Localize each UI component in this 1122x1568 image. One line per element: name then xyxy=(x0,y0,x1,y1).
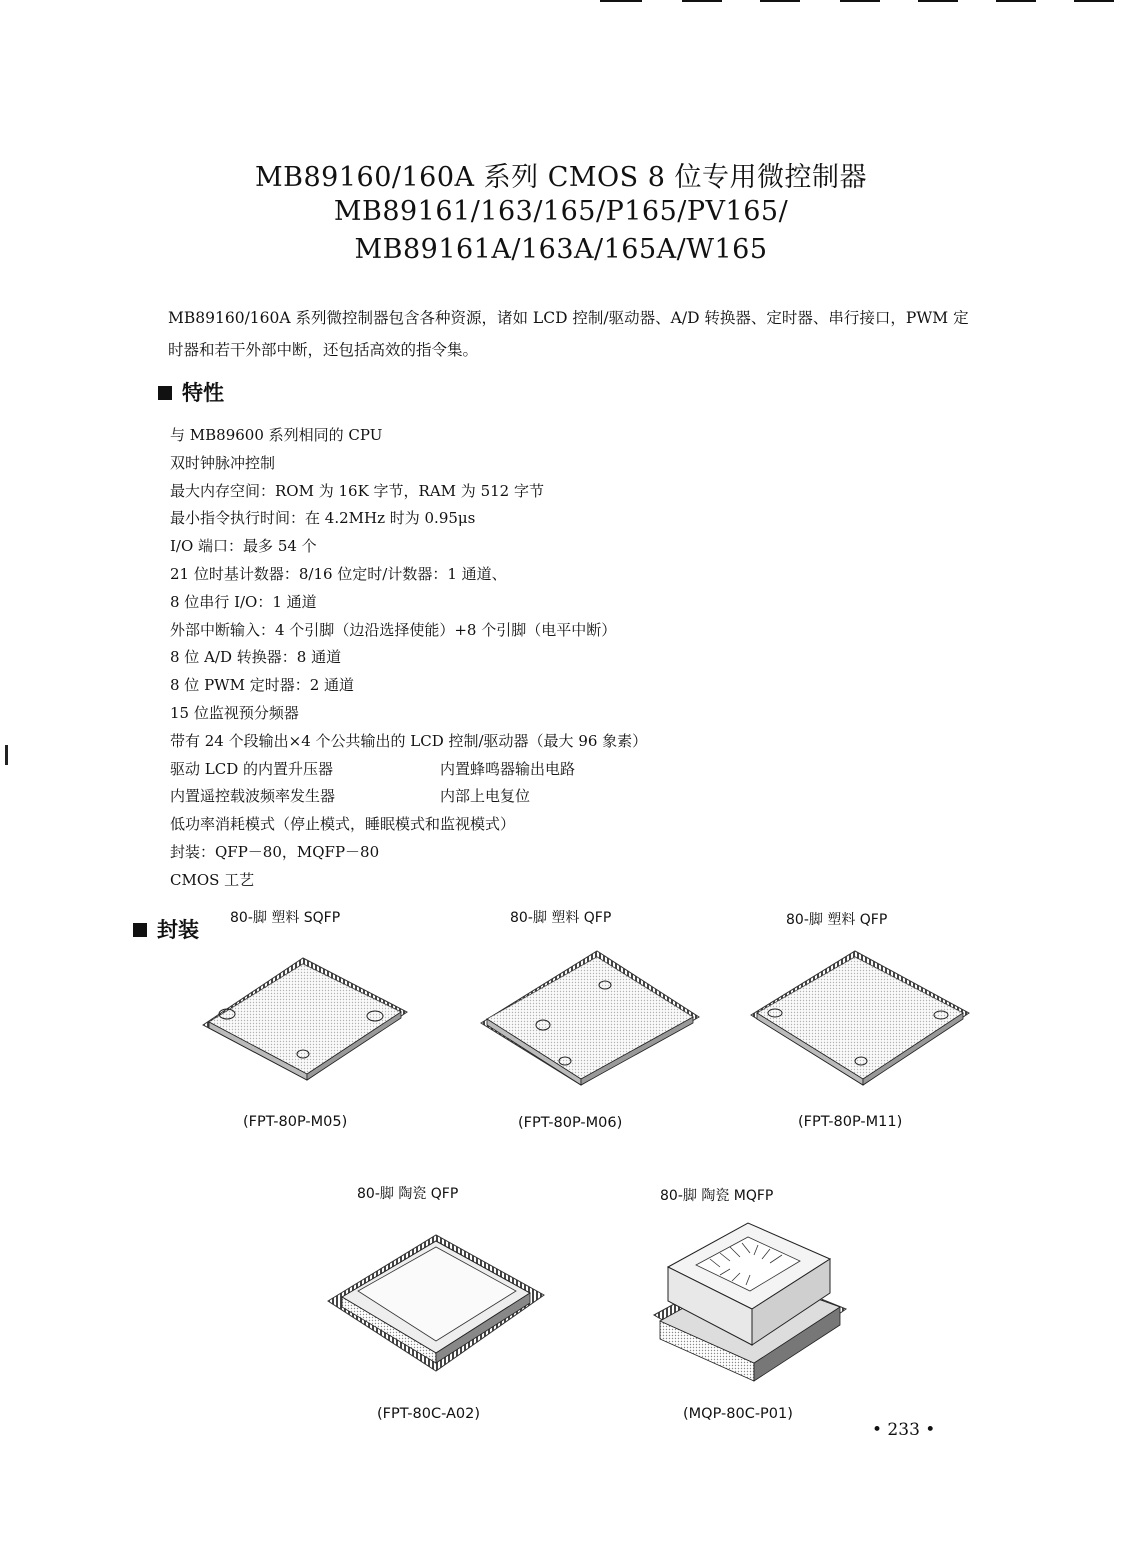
page-title-line-2: MB89161/163/165/P165/PV165/ xyxy=(333,196,789,227)
heading-square-icon xyxy=(158,386,172,400)
feature-item: 8 位 A/D 转换器：8 通道 xyxy=(170,648,342,667)
package-label: 80-脚 塑料 QFP xyxy=(786,912,888,928)
package-label: 80-脚 陶瓷 MQFP xyxy=(660,1188,774,1204)
package-label: 80-脚 陶瓷 QFP xyxy=(357,1186,459,1202)
feature-item-pair xyxy=(170,756,647,784)
feature-item: 带有 24 个段输出×4 个公共输出的 LCD 控制/驱动器（最大 96 象素） xyxy=(170,731,648,750)
top-rule xyxy=(760,0,800,2)
package-code: (FPT-80P-M11) xyxy=(798,1114,903,1130)
scan-mark xyxy=(5,745,8,765)
page-title-line-1: MB89160/160A 系列 CMOS 8 位专用微控制器 xyxy=(255,162,867,193)
features-heading xyxy=(158,377,224,407)
feature-item: 8 位 PWM 定时器：2 通道 xyxy=(170,676,355,695)
feature-item: 内置蜂鸣器输出电路 xyxy=(440,759,576,778)
intro-paragraph: MB89160/160A 系列微控制器包含各种资源，诸如 LCD 控制/驱动器、A/D 转换器、定时器、串行接口，PWM 定时器和若干外部中断，还包括高效的指令集。 xyxy=(168,309,969,359)
feature-item: 低功率消耗模式（停止模式，睡眠模式和监视模式） xyxy=(170,815,516,834)
feature-item: 内置遥控载波频率发生器 xyxy=(170,787,336,806)
ceramic-mqfp-chip-illustration xyxy=(650,1205,850,1390)
feature-item: CMOS 工艺 xyxy=(170,870,255,889)
feature-item: 与 MB89600 系列相同的 CPU xyxy=(170,426,383,444)
feature-item-pair xyxy=(170,783,647,811)
feature-item: 最大内存空间：ROM 为 16K 字节，RAM 为 512 字节 xyxy=(170,481,544,500)
features-heading-text: 特性 xyxy=(182,381,224,405)
package-code: (MQP-80C-P01) xyxy=(683,1406,793,1422)
top-rule xyxy=(918,0,958,2)
top-rule xyxy=(996,0,1036,2)
package-label: 80-脚 塑料 QFP xyxy=(510,910,612,926)
package-label: 80-脚 塑料 SQFP xyxy=(230,910,341,926)
package-code: (FPT-80P-M05) xyxy=(243,1114,348,1130)
ceramic-qfp-chip-illustration xyxy=(320,1205,550,1385)
feature-item: 驱动 LCD 的内置升压器 xyxy=(170,759,334,778)
feature-item: 双时钟脉冲控制 xyxy=(170,453,276,472)
top-rule xyxy=(1074,0,1114,2)
features-list xyxy=(170,422,647,895)
top-rule xyxy=(682,0,722,2)
feature-item: 15 位监视预分频器 xyxy=(170,703,299,722)
feature-item: I/O 端口：最多 54 个 xyxy=(170,537,317,556)
feature-item: 8 位串行 I/O：1 通道 xyxy=(170,592,317,611)
top-rule xyxy=(600,0,642,2)
top-rule xyxy=(840,0,880,2)
qfp-chip-illustration xyxy=(745,945,975,1090)
qfp-chip-illustration xyxy=(475,945,705,1090)
package-code: (FPT-80C-A02) xyxy=(377,1406,481,1422)
feature-item: 21 位时基计数器：8/16 位定时/计数器：1 通道、 xyxy=(170,564,507,583)
packages-heading-text: 封装 xyxy=(157,918,199,942)
feature-item: 封装：QFP－80，MQFP－80 xyxy=(170,842,380,861)
feature-item: 内部上电复位 xyxy=(440,787,531,806)
page-title-line-3: MB89161A/163A/165A/W165 xyxy=(354,234,768,265)
package-code: (FPT-80P-M06) xyxy=(518,1115,623,1131)
page-number: • 233 • xyxy=(872,1420,936,1440)
packages-heading xyxy=(133,914,199,944)
feature-item: 最小指令执行时间：在 4.2MHz 时为 0.95μs xyxy=(170,509,476,528)
feature-item: 外部中断输入：4 个引脚（边沿选择使能）+8 个引脚（电平中断） xyxy=(170,620,617,639)
sqfp-chip-illustration xyxy=(195,950,415,1090)
heading-square-icon xyxy=(133,923,147,937)
